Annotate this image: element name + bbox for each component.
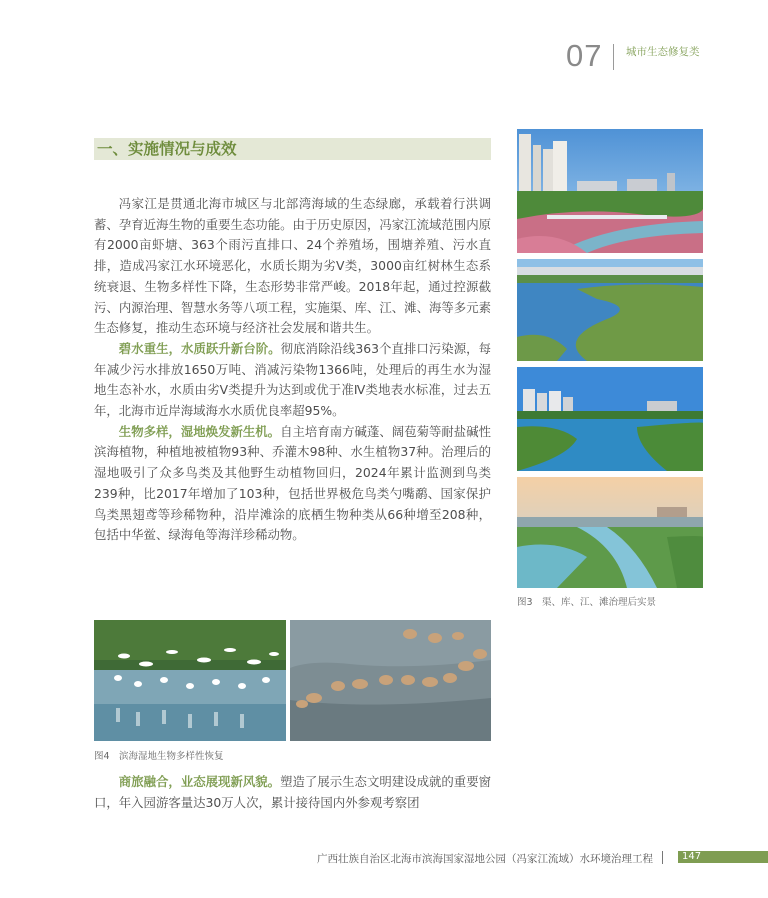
lead-biodiversity: 生物多样，湿地焕发新生机。 (118, 423, 281, 439)
footer-project-title: 广西壮族自治区北海市滨海国家湿地公园（冯家江流域）水环境治理工程 (317, 853, 653, 865)
chapter-divider (613, 44, 614, 70)
text-water: 彻底消除沿线363个直排口污染源，每年减少污水排放1650万吨、消减污染物1366吨，处理后的再生水为湿地生态补水，水质由劣Ⅴ类提升为达到或优于准Ⅳ类地表水标准，过去五年，北海市近岸海域海水水质优良率超95%。 (94, 340, 491, 419)
body-text-continued (94, 772, 491, 813)
photo-reservoir (517, 259, 703, 361)
footer-divider (662, 851, 663, 864)
paragraph-intro: 冯家江是贯通北海市城区与北部湾海域的生态绿廊，承载着行洪调蓄、孕育近海生物的重要生态功能。由于历史原因，冯家江流域范围内原有2000亩虾塘、363个雨污直排口、24个养殖场，围塘养殖、污水直排，造成冯家江水环境恶化，水质长期为劣Ⅴ类，3000亩红树林生态系统衰退、生物多样性下降，生态形势非常严峻。2018年起，通过控源截污、内源治理、智慧水务等八项工程，实施渠、库、江、滩、海等多元素生态修复，推动生态环境与经济社会发展和谐共生。 (94, 196, 491, 336)
chapter-title: 城市生态修复类 (626, 46, 700, 58)
paragraph-water (94, 339, 491, 422)
figure-3-caption: 图3 渠、库、江、滩治理后实景 (517, 597, 657, 608)
body-text (94, 194, 491, 546)
photo-tidal-flat (517, 477, 703, 588)
paragraph-biodiversity (94, 422, 491, 546)
photo-egrets (94, 620, 286, 741)
paragraph-tourism (94, 772, 491, 813)
photo-canal-bridge (517, 129, 703, 253)
text-biodiversity: 自主培育南方碱蓬、阔苞菊等耐盐碱性滨海植物，种植地被植物93种、乔灌木98种、水生植物37种。治理后的湿地吸引了众多鸟类及其他野生动植物回归，2024年累计监测到鸟类239种，比2017年增加了103种，包括世界极危鸟类勺嘴鹬、国家保护鸟类黑翅鸢等珍稀物种，沿岸滩涂的底栖生物种类从66种增至208种，包括中华鲎、绿海龟等海洋珍稀动物。 (94, 423, 492, 543)
photo-crabs (290, 620, 491, 741)
photo-river (517, 367, 703, 471)
figure-4-caption: 图4 滨海湿地生物多样性恢复 (94, 751, 224, 762)
chapter-number: 07 (566, 38, 603, 73)
text-tourism: 塑造了展示生态文明建设成就的重要窗口，年入园游客量达30万人次，累计接待国内外参观考察团 (94, 774, 492, 810)
section-title: 一、实施情况与成效 (97, 139, 237, 158)
lead-tourism: 商旅融合，业态展现新风貌。 (118, 774, 281, 789)
page-number: 147 (682, 851, 702, 862)
lead-water: 碧水重生，水质跃升新台阶。 (118, 340, 281, 356)
